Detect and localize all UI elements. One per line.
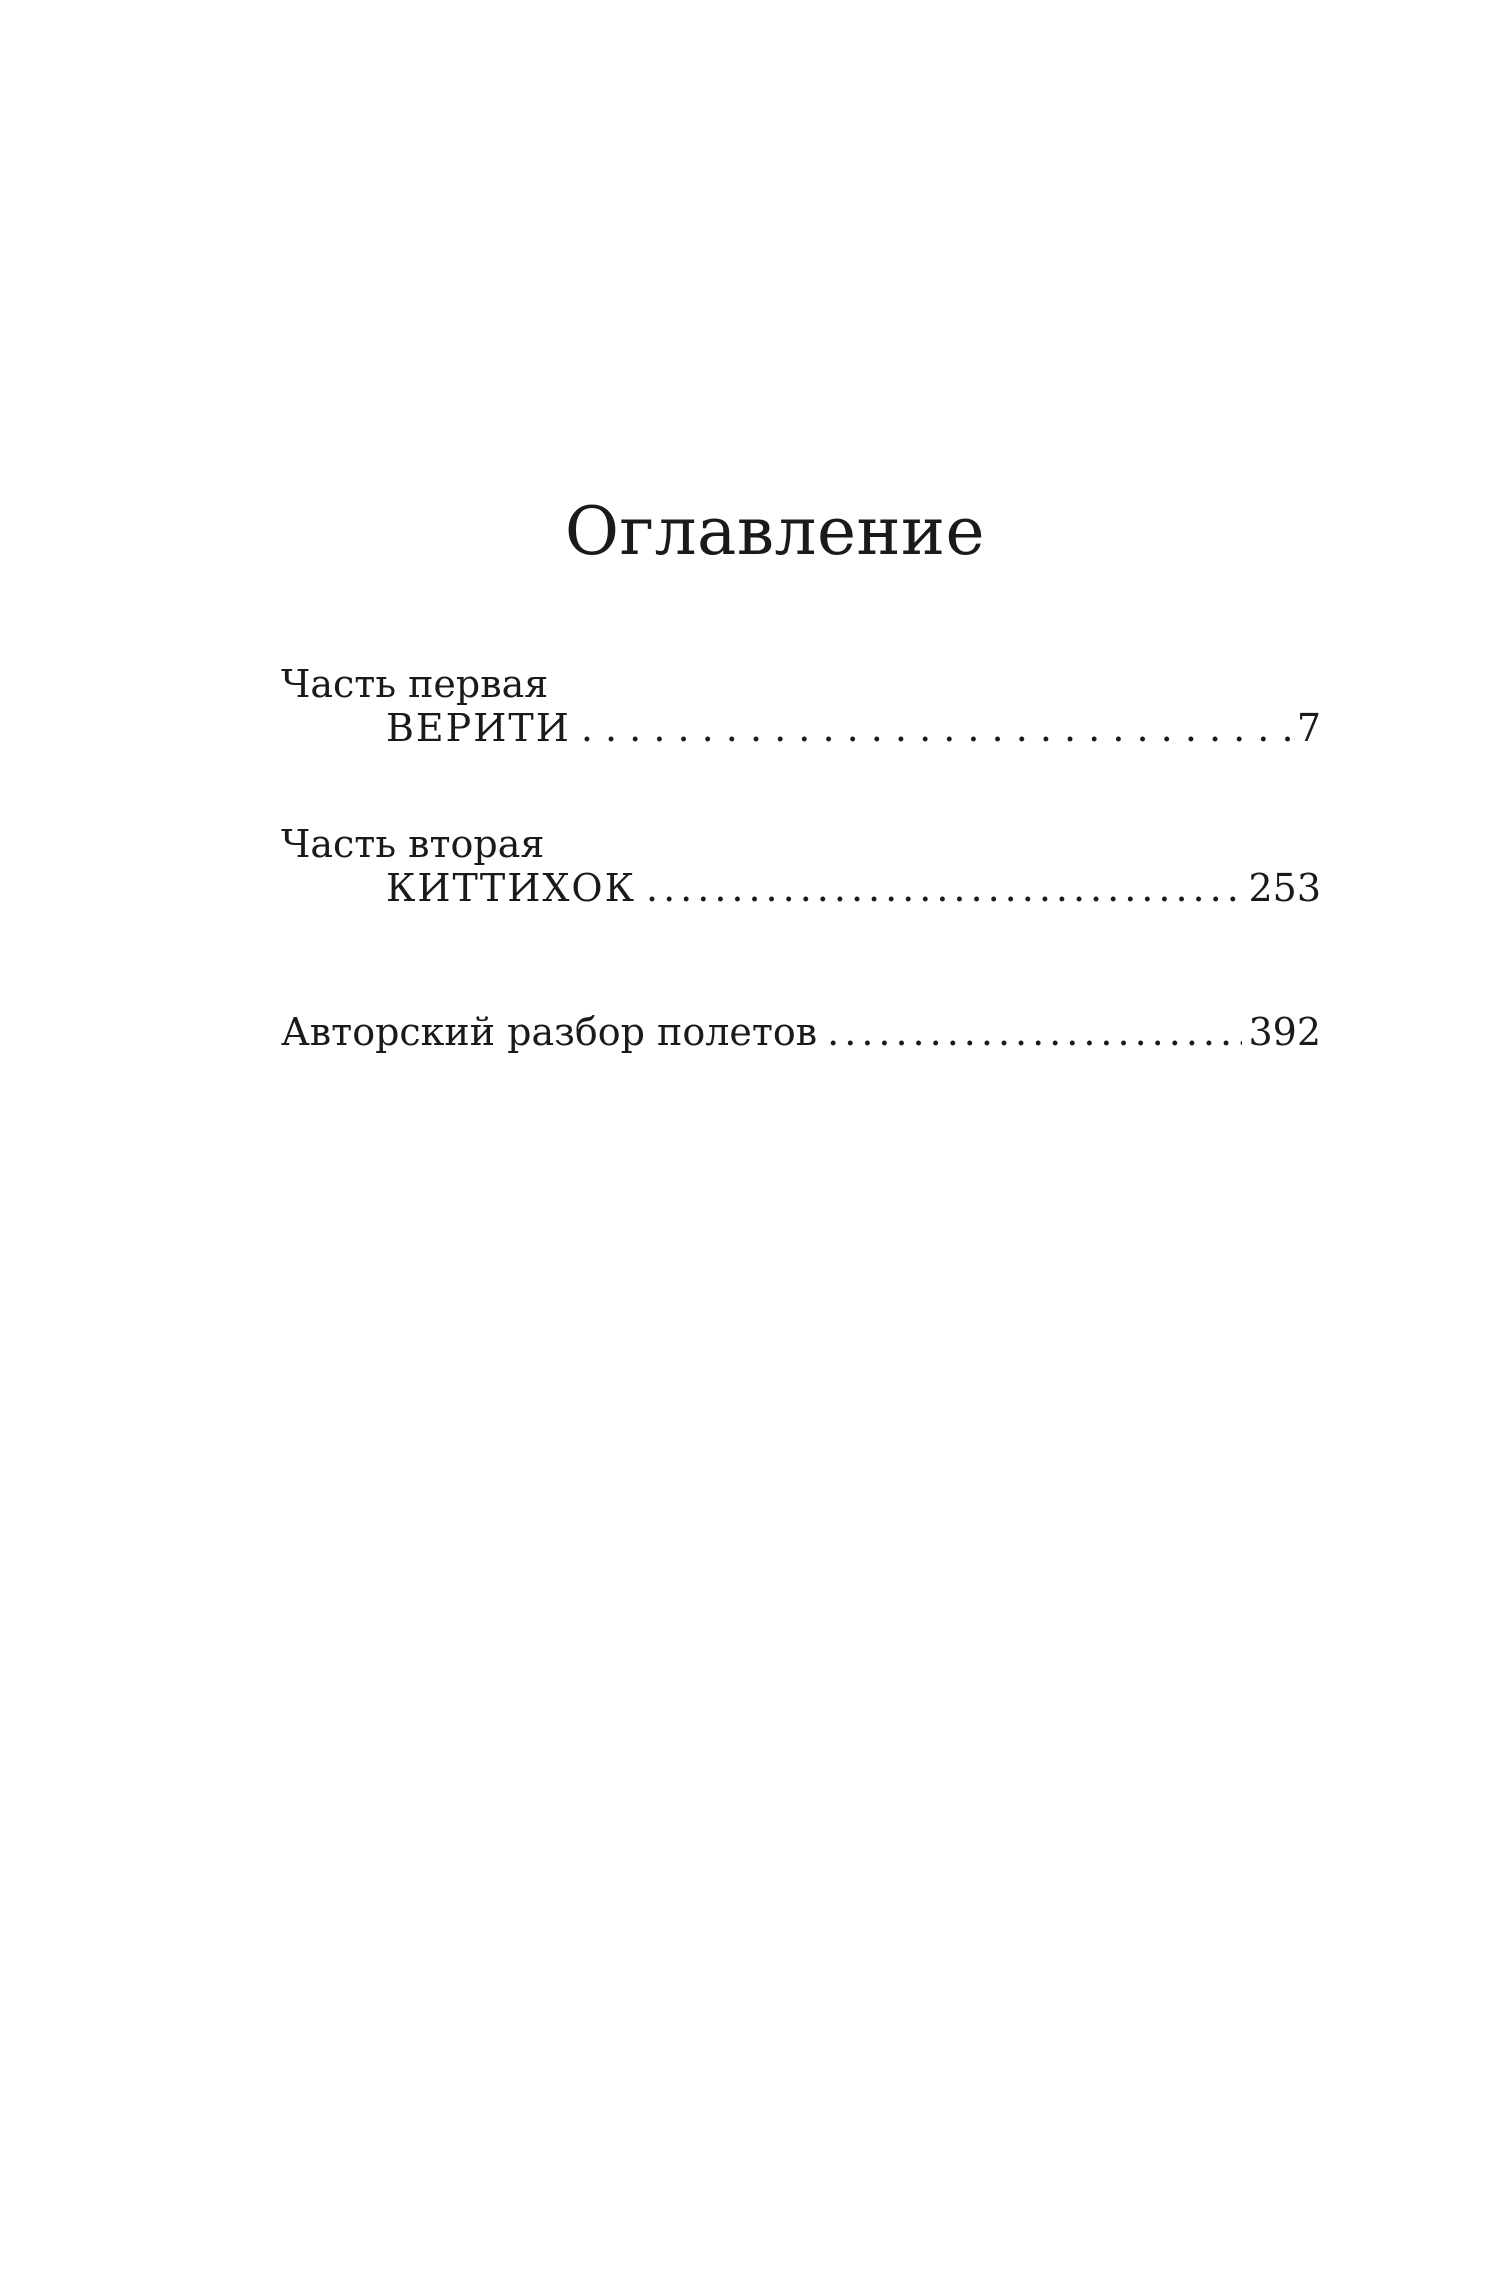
toc-entry-afterword[interactable] [281,1010,1321,1057]
table-of-contents [281,662,1321,1129]
toc-part-2 [281,822,1321,913]
part-label: Часть первая [281,662,549,706]
dot-leader [581,709,1291,747]
page-number: 7 [1296,706,1321,750]
page-number: 392 [1248,1010,1321,1054]
page-title: Оглавление [564,493,986,571]
toc-entry-verity[interactable] [281,706,1321,753]
page-number: 253 [1248,866,1321,910]
toc-part-1 [281,662,1321,753]
toc-afterword [281,1010,1321,1057]
entry-title: КИТТИХОК [386,866,636,910]
dot-leader [646,869,1242,907]
toc-entry-kittyhawk[interactable] [281,866,1321,913]
part-label: Часть вторая [281,822,545,866]
dot-leader [827,1013,1242,1051]
entry-title: Авторский разбор полетов [281,1010,818,1054]
entry-title: ВЕРИТИ [386,706,571,750]
